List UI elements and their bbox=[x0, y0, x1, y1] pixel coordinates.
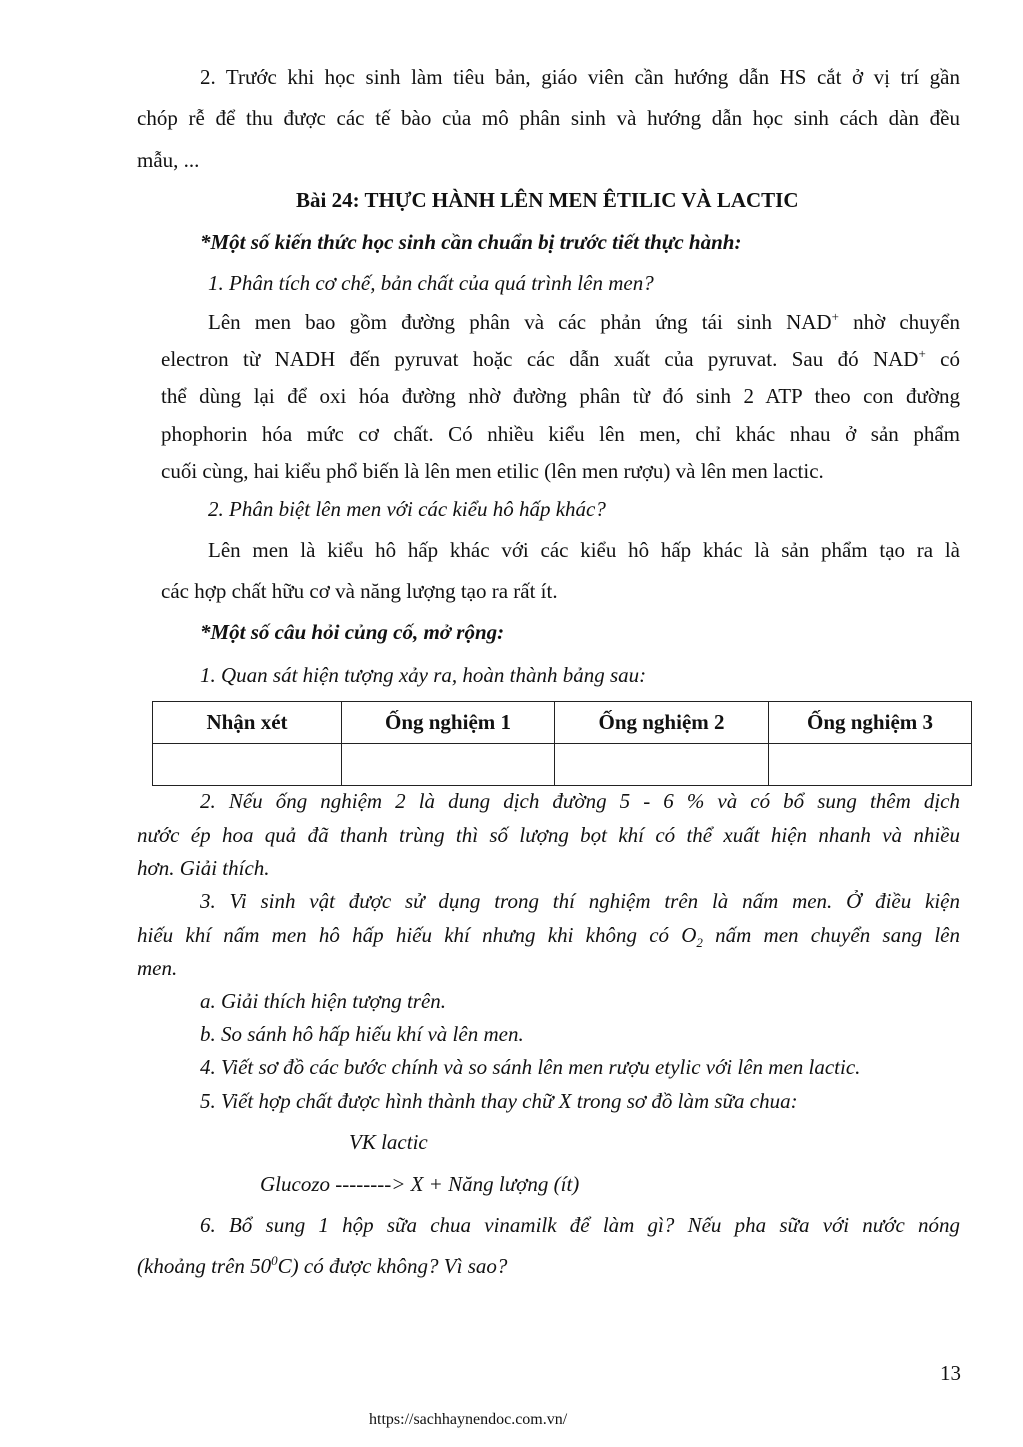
table-header-cell: Nhận xét bbox=[153, 702, 342, 744]
review-question-3-line: hiếu khí nấm men hô hấp hiếu khí nhưng khi không có $O_2$ nấm men chuyển sang lên bbox=[137, 923, 960, 951]
prep-heading: *Một số kiến thức học sinh cần chuẩn bị trước tiết thực hành: bbox=[200, 230, 742, 254]
answer-1-line: thể dùng lại để oxi hóa đường nhờ đường phân từ đó sinh 2 ATP theo con đường bbox=[161, 384, 960, 408]
note-line: mẫu, ... bbox=[137, 148, 200, 172]
table-row bbox=[153, 744, 972, 786]
review-question-2-line: nước ép hoa quả đã thanh trùng thì số lượng bọt khí có thể xuất hiện nhanh và nhiều bbox=[137, 823, 960, 847]
review-question-1: 1. Quan sát hiện tượng xảy ra, hoàn thành bảng sau: bbox=[200, 663, 647, 687]
page-number: 13 bbox=[940, 1361, 961, 1385]
question-1: 1. Phân tích cơ chế, bản chất của quá trình lên men? bbox=[208, 271, 654, 295]
review-question-2-line: hơn. Giải thích. bbox=[137, 856, 270, 880]
observation-table bbox=[152, 701, 972, 786]
review-question-4: 4. Viết sơ đồ các bước chính và so sánh lên men rượu etylic với lên men lactic. bbox=[200, 1055, 861, 1079]
question-2: 2. Phân biệt lên men với các kiểu hô hấp khác? bbox=[208, 497, 606, 521]
footer-url: https://sachhaynendoc.com.vn/ bbox=[369, 1411, 568, 1428]
table-header-cell: Ống nghiệm 3 bbox=[769, 702, 972, 744]
review-question-3-line: 3. Vi sinh vật được sử dụng trong thí nghiệm trên là nấm men. Ở điều kiện bbox=[200, 889, 960, 913]
review-question-3a: a. Giải thích hiện tượng trên. bbox=[200, 989, 447, 1013]
table-header-row bbox=[153, 702, 972, 744]
answer-1-line: phophorin hóa mức cơ chất. Có nhiều kiểu lên men, chỉ khác nhau ở sản phẩm bbox=[161, 422, 960, 446]
table-cell bbox=[555, 744, 769, 786]
answer-2-line: các hợp chất hữu cơ và năng lượng tạo ra rất ít. bbox=[161, 579, 558, 603]
note-line: chóp rễ để thu được các tế bào của mô phân sinh và hướng dẫn học sinh cách dàn đều bbox=[137, 106, 960, 130]
answer-2-line: Lên men là kiểu hô hấp khác với các kiểu hô hấp khác là sản phẩm tạo ra là bbox=[208, 538, 960, 562]
lesson-title: Bài 24: THỰC HÀNH LÊN MEN ÊTILIC VÀ LACTIC bbox=[296, 188, 799, 212]
answer-1-line: cuối cùng, hai kiểu phổ biến là lên men etilic (lên men rượu) và lên men lactic. bbox=[161, 459, 824, 483]
review-question-2-line: 2. Nếu ống nghiệm 2 là dung dịch đường 5 - 6 % và có bổ sung thêm dịch bbox=[200, 789, 960, 813]
table-cell bbox=[153, 744, 342, 786]
note-line: 2. Trước khi học sinh làm tiêu bản, giáo viên cần hướng dẫn HS cắt ở vị trí gần bbox=[200, 65, 960, 89]
table-cell bbox=[769, 744, 972, 786]
review-question-3b: b. So sánh hô hấp hiếu khí và lên men. bbox=[200, 1022, 524, 1046]
review-heading: *Một số câu hỏi củng cố, mở rộng: bbox=[200, 620, 505, 644]
scheme-reaction: Glucozo --------> X + Năng lượng (ít) bbox=[260, 1172, 580, 1196]
table-header-cell: Ống nghiệm 1 bbox=[342, 702, 555, 744]
review-question-6-line: 6. Bổ sung 1 hộp sữa chua vinamilk để làm gì? Nếu pha sữa với nước nóng bbox=[200, 1213, 960, 1237]
answer-1-line: electron từ NADH đến pyruvat hoặc các dẫn xuất của pyruvat. Sau đó NAD+ có bbox=[161, 346, 960, 371]
review-question-3-line: men. bbox=[137, 956, 178, 980]
table-header-cell: Ống nghiệm 2 bbox=[555, 702, 769, 744]
answer-1-line: Lên men bao gồm đường phân và các phản ứng tái sinh NAD+ nhờ chuyển bbox=[208, 309, 960, 334]
review-question-5: 5. Viết hợp chất được hình thành thay chữ X trong sơ đồ làm sữa chua: bbox=[200, 1089, 798, 1113]
scheme-catalyst: VK lactic bbox=[349, 1130, 428, 1154]
table-cell bbox=[342, 744, 555, 786]
review-question-6-line: (khoảng trên $50^0C$) có được không? Vì sao? bbox=[137, 1253, 508, 1278]
